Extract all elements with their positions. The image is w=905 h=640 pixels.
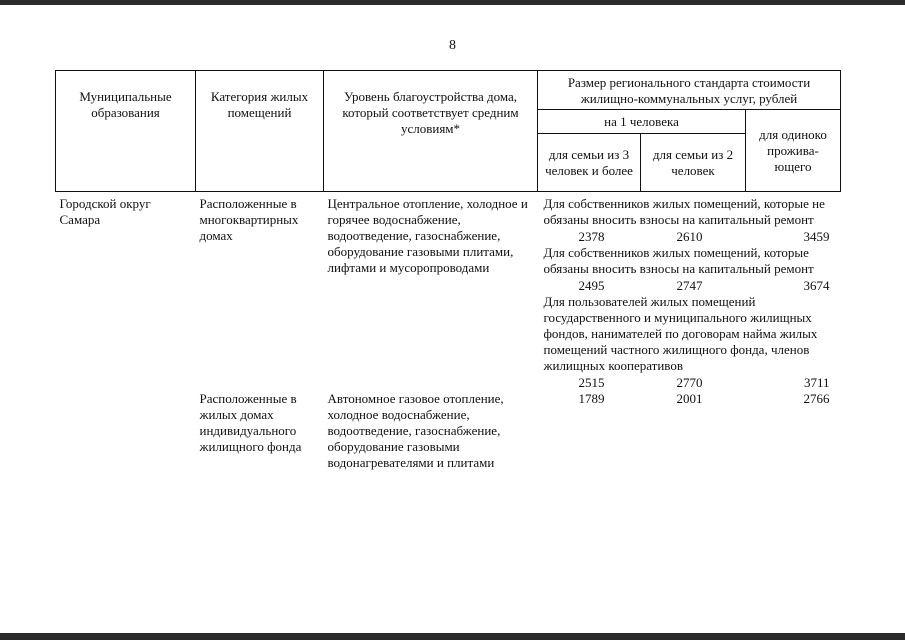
row-amenity: Автономное газовое отопление, холодное водоснабжение, водоотведение, газоснабжение, оборудование газовыми водонагревателями и плитами	[327, 391, 504, 470]
header-per-person: на 1 человека	[538, 110, 746, 134]
row-values-block	[538, 192, 841, 392]
group-title: Для собственников жилых помещений, которые обязаны вносить взносы на капитальный ремонт	[543, 245, 814, 276]
header-amenity-level: Уровень благоустройства дома, который соответствует средним условиям*	[324, 71, 538, 192]
row-values-block	[538, 391, 841, 471]
header-municipality: Муниципальные образования	[56, 71, 196, 192]
group-values	[544, 278, 837, 294]
value-family-3plus: 1789	[578, 391, 605, 406]
group-values	[544, 229, 837, 245]
header-standard-size: Размер регионального стандарта стоимости жилищно-коммунальных услуг, рублей	[538, 71, 841, 110]
row-amenity: Центральное отопление, холодное и горячее водоснабжение, водоотведение, газоснабжение, оборудование газовыми плитами, лифтами и мусоропроводами	[327, 196, 528, 275]
page-number: 8	[449, 38, 456, 53]
group-values	[544, 391, 837, 407]
value-family-2: 2001	[676, 391, 703, 406]
scan-bottom-edge	[0, 633, 905, 640]
housing-standard-table	[55, 70, 841, 471]
table-row	[56, 192, 841, 392]
value-family-2: 2747	[676, 278, 703, 293]
value-single: 3674	[803, 278, 830, 293]
value-family-3plus: 2378	[578, 229, 605, 244]
header-single: для одиноко прожива-ющего	[746, 110, 841, 192]
scan-top-edge	[0, 0, 905, 5]
value-single: 3459	[803, 229, 830, 244]
row-category: Расположенные в жилых домах индивидуального жилищного фонда	[199, 391, 302, 454]
header-family-3plus: для семьи из 3 человек и более	[538, 134, 641, 192]
table-row	[56, 391, 841, 471]
value-single: 2766	[803, 391, 830, 406]
row-municipality: Городской округ Самара	[59, 196, 151, 227]
value-single: 3711	[803, 375, 830, 390]
group-values	[544, 375, 837, 391]
value-family-2: 2610	[676, 229, 703, 244]
row-category: Расположенные в многоквартирных домах	[199, 196, 299, 243]
value-family-2: 2770	[676, 375, 703, 390]
header-category: Категория жилых помещений	[196, 71, 324, 192]
group-title: Для пользователей жилых помещений государственного и муниципального жилищных фондов, нанимателей по договорам найма жилых помещений частного жилищного фонда, членов жилищных кооперативов	[543, 294, 818, 373]
value-family-3plus: 2515	[578, 375, 605, 390]
value-family-3plus: 2495	[578, 278, 605, 293]
header-family-2: для семьи из 2 человек	[641, 134, 746, 192]
group-title: Для собственников жилых помещений, которые не обязаны вносить взносы на капитальный ремонт	[543, 196, 825, 227]
